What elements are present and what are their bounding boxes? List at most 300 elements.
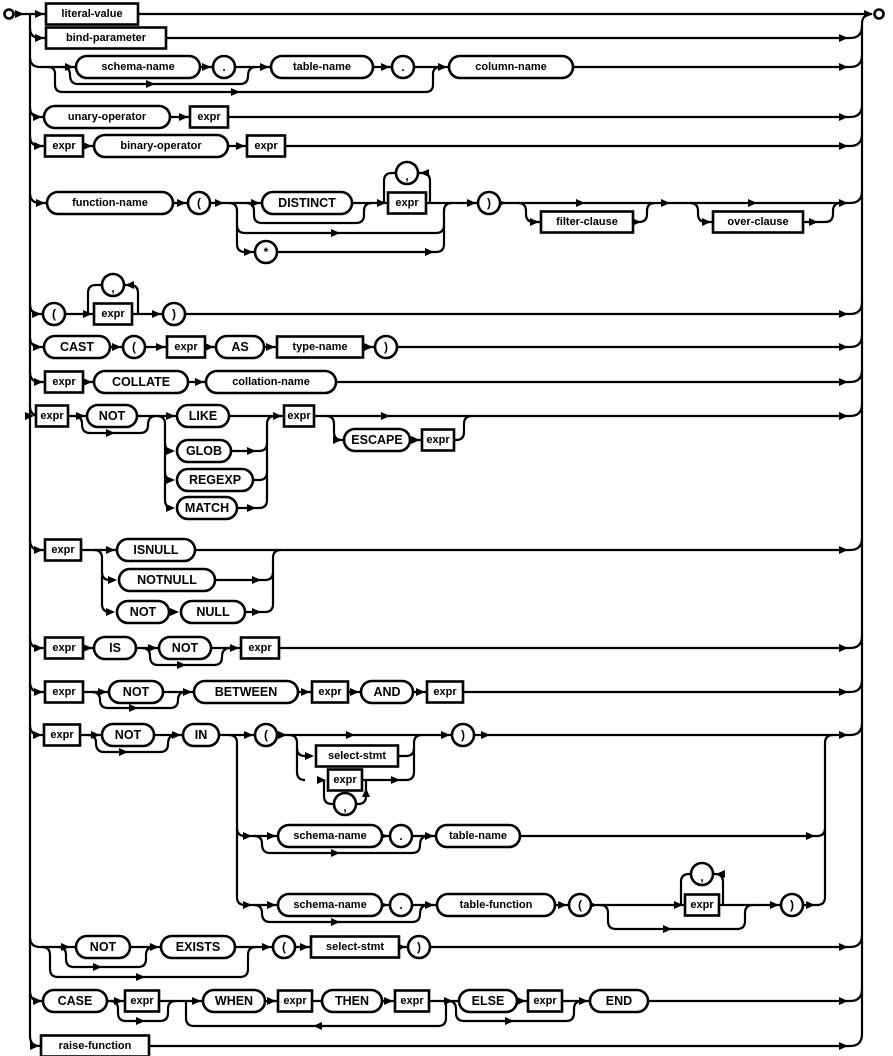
arrowhead-icon [481,731,490,739]
nonterminal-raise-function [41,1036,149,1056]
arrowhead-icon [438,63,447,71]
keyword-regexp-label: REGEXP [188,473,242,487]
arrowhead-icon [34,688,43,696]
rail-line [444,203,452,244]
arrowhead-icon [273,412,282,420]
nonterminal-expr-label: expr [51,544,75,556]
punct-lparen-label: ( [52,307,56,321]
identifier-table-name [436,825,520,847]
punct-lparen-label: ( [578,898,582,912]
keyword-case [43,990,107,1012]
arrowhead-icon [247,447,256,455]
punct-lparen-label: ( [132,340,136,354]
punct-lparen [273,936,295,958]
identifier-table-name-label: table-name [448,830,508,842]
keyword-between-label: BETWEEN [214,685,278,699]
nonterminal-expr-label: expr [101,308,125,320]
arrowhead-icon [839,343,848,351]
arrowhead-icon [558,901,567,909]
nonterminal-expr [167,337,205,358]
keyword-when [203,990,265,1012]
nonterminal-expr [125,991,159,1012]
arrowhead-icon [119,748,128,756]
arrowhead-icon [195,378,204,386]
punct-dot [213,56,235,78]
rail-line [215,572,273,580]
arrowhead-icon [391,776,400,784]
arrowhead-icon [36,199,45,207]
arrowhead-icon [33,343,42,351]
rail-line [862,14,872,1034]
arrowhead-icon [156,343,165,351]
keyword-else-label: ELSE [471,994,505,1008]
arrowhead-icon [809,218,818,226]
arrowhead-icon [243,901,252,909]
nonterminal-expr [44,725,80,746]
end-terminal-icon [875,10,884,19]
punct-comma-label: , [111,281,115,295]
arrowhead-icon [136,1017,145,1025]
identifier-unary-operator [44,106,170,128]
arrowhead-icon [839,546,848,554]
arrowhead-icon [267,901,276,909]
arrowhead-icon [839,688,848,696]
arrowhead-icon [806,901,815,909]
arrowhead-icon [166,412,175,420]
arrowhead-icon [425,901,434,909]
keyword-else [459,990,517,1012]
arrowhead-icon [106,546,115,554]
arrowhead-icon [152,310,161,318]
rail-line [600,905,753,929]
keyword-cast [44,336,110,358]
identifier-schema-name-label: schema-name [293,830,367,842]
start-terminal-icon [5,10,14,19]
arrowhead-icon [34,546,43,554]
identifier-function-name [47,192,173,214]
arrowhead-icon [579,997,588,1005]
rail-line [30,404,862,416]
arrowhead-icon [202,63,211,71]
punct-comma-label: , [343,800,347,814]
arrowhead-icon [83,142,92,150]
arrowhead-icon [106,429,115,437]
identifier-collation-name-label: collation-name [232,376,310,388]
arrowhead-icon [305,752,314,760]
punct-rparen [163,303,185,325]
keyword-distinct [262,192,352,214]
keyword-when-label: WHEN [214,994,254,1008]
rail-line [297,748,305,756]
arrowhead-icon [244,248,253,256]
punct-rparen-label: ) [461,728,465,742]
nonterminal-expr [45,372,83,393]
punct-dot [392,56,414,78]
keyword-then-label: THEN [334,994,370,1008]
nonterminal-expr-label: expr [533,995,557,1007]
nonterminal-raise-function-label: raise-function [58,1040,132,1052]
keyword-case-label: CASE [57,994,93,1008]
arrowhead-icon [177,199,186,207]
punct-dot-label: . [401,60,405,74]
keyword-and [361,681,413,703]
punct-lparen-label: ( [197,196,201,210]
nonterminal-expr [94,304,132,325]
nonterminal-expr [528,991,562,1012]
arrowhead-icon [661,199,670,207]
identifier-binary-operator-label: binary-operator [120,140,202,152]
nonterminal-expr-label: expr [254,140,278,152]
keyword-not [87,405,137,427]
punct-rparen-label: ) [172,307,176,321]
nonterminal-select-stmt [311,937,399,958]
arrowhead-icon [267,997,276,1005]
arrowhead-icon [183,688,192,696]
arrowhead-icon [136,973,145,981]
punct-rparen-label: ) [487,196,491,210]
keyword-collate-label: COLLATE [111,375,171,389]
arrowhead-icon [839,63,848,71]
arrowhead-icon [770,901,779,909]
nonterminal-expr-label: expr [130,995,154,1007]
punct-star-label: * [263,245,269,259]
keyword-escape-label: ESCAPE [351,433,403,447]
keyword-not-label: NOT [122,685,150,699]
punct-lparen [43,303,65,325]
nonterminal-expr-label: expr [400,995,424,1007]
nonterminal-select-stmt-label: select-stmt [327,750,387,762]
keyword-end [590,990,648,1012]
keyword-end-label: END [605,994,633,1008]
arrowhead-icon [333,436,342,444]
arrowhead-icon [839,943,848,951]
keyword-match-label: MATCH [184,501,230,515]
keyword-not [102,724,154,746]
arrowhead-icon [444,997,453,1005]
identifier-column-name [449,56,573,78]
arrowhead-icon [215,199,224,207]
rail-line [253,472,267,480]
punct-dot-label: . [222,60,226,74]
rail-line [362,772,414,780]
keyword-escape [344,429,410,451]
punct-lparen [569,894,591,916]
nonterminal-expr-label: expr [197,111,221,123]
nonterminal-expr [685,895,719,916]
punct-rparen-label: ) [790,898,794,912]
keyword-notnull [119,569,215,591]
arrowhead-icon [267,832,276,840]
arrowhead-icon [364,343,373,351]
rail-line [237,225,444,233]
nonterminal-expr-label: expr [52,140,76,152]
arrowhead-icon [839,199,848,207]
punct-lparen-label: ( [282,940,286,954]
nonterminal-expr-label: expr [52,686,76,698]
nonterminal-filter-clause-label: filter-clause [556,216,618,228]
arrowhead-icon [33,731,42,739]
arrowhead-icon [166,504,175,512]
arrowhead-icon [331,849,340,857]
keyword-exists-label: EXISTS [175,940,221,954]
rail-line [94,550,110,612]
nonterminal-expr [278,991,312,1012]
punct-rparen [478,192,500,214]
punct-rparen-label: ) [384,340,388,354]
keyword-not-label: NOT [114,728,142,742]
keyword-exists [161,936,235,958]
nonterminal-literal-value-label: literal-value [61,8,123,20]
arrowhead-icon [252,576,261,584]
keyword-not [117,601,169,623]
arrowhead-icon [205,343,214,351]
arrowhead-icon [93,963,102,971]
nonterminal-expr-label: expr [174,341,198,353]
nonterminal-expr [190,107,228,128]
rail-line [40,1034,862,1046]
arrowhead-icon [35,34,44,42]
keyword-regexp [177,469,253,491]
arrowhead-icon [236,142,245,150]
arrowhead-icon [129,704,138,712]
nonterminal-expr [247,136,285,157]
punct-dot [390,894,412,916]
keyword-in-label: IN [194,728,208,742]
arrowhead-icon [517,997,526,1005]
nonterminal-expr-label: expr [690,899,714,911]
keyword-not-label: NOT [89,940,117,954]
arrowhead-icon [530,218,539,226]
arrowhead-icon [839,378,848,386]
keyword-then [322,990,382,1012]
arrowhead-icon [15,10,24,18]
punct-dot [390,825,412,847]
keyword-between [194,681,298,703]
arrowhead-icon [83,644,92,652]
arrowhead-icon [467,199,476,207]
keyword-not-label: NOT [171,641,199,655]
punct-rparen [452,724,474,746]
arrowhead-icon [301,688,310,696]
punct-comma-label: , [700,870,704,884]
nonterminal-expr [45,136,83,157]
arrowhead-icon [30,1042,39,1050]
arrowhead-icon [839,412,848,420]
keyword-collate [94,371,188,393]
arrowhead-icon [148,644,157,652]
nonterminal-expr [422,430,454,451]
punct-star [255,241,277,263]
identifier-column-name-label: column-name [475,61,547,73]
nonterminal-expr [312,682,348,703]
nonterminal-expr [241,638,279,659]
arrowhead-icon [177,661,186,669]
nonterminal-expr-label: expr [395,197,419,209]
nonterminal-expr [395,991,429,1012]
arrowhead-icon [331,918,340,926]
nonterminal-type-name [277,337,363,358]
arrowhead-icon [243,832,252,840]
identifier-table-function-label: table-function [459,899,533,911]
keyword-like [177,405,229,427]
arrowhead-icon [505,1017,514,1025]
arrowhead-icon [839,731,848,739]
nonterminal-expr-label: expr [52,376,76,388]
rail-line [817,735,833,905]
arrowhead-icon [150,943,159,951]
arrowhead-icon [98,688,107,696]
arrowhead-icon [172,731,181,739]
arrowhead-icon [247,504,256,512]
rail-line [229,735,245,905]
rail-line [398,748,414,756]
arrowhead-icon [425,248,434,256]
arrowhead-icon [346,731,355,739]
arrowhead-icon [33,997,42,1005]
arrowhead-icon [170,608,179,616]
arrowhead-icon [663,925,672,933]
punct-lparen [123,336,145,358]
arrowhead-icon [839,310,848,318]
punct-comma [334,793,356,815]
arrowhead-icon [839,113,848,121]
arrowhead-icon [839,997,848,1005]
arrowhead-icon [32,310,41,318]
keyword-not [109,681,163,703]
keyword-null-label: NULL [196,605,230,619]
rail-line [30,14,40,1046]
rail-line [30,335,862,347]
nonterminal-over-clause-label: over-clause [727,216,789,228]
punct-comma [691,863,713,885]
punct-dot-label: . [399,898,403,912]
arrowhead-icon [839,1042,848,1050]
keyword-not-label: NOT [98,409,126,423]
keyword-notnull-label: NOTNULL [137,573,197,587]
arrowhead-icon [331,229,340,237]
keyword-not [76,936,130,958]
identifier-unary-operator-label: unary-operator [67,111,147,123]
keyword-like-label: LIKE [188,409,218,423]
arrowhead-icon [839,142,848,150]
nonterminal-expr-label: expr [287,410,311,422]
arrowhead-icon [34,142,43,150]
keyword-distinct-label: DISTINCT [278,196,336,210]
arrowhead-icon [34,644,43,652]
keyword-isnull-label: ISNULL [133,543,179,557]
punct-lparen [188,192,210,214]
rail-line [273,550,281,604]
keyword-as-label: AS [231,340,249,354]
nonterminal-expr [45,682,83,703]
arrowhead-icon [381,63,390,71]
arrowhead-icon [313,1022,322,1030]
punct-lparen-label: ( [264,728,268,742]
identifier-schema-name [278,894,382,916]
arrowhead-icon [748,199,757,207]
identifier-binary-operator [94,135,228,157]
arrowhead-icon [384,997,393,1005]
arrowhead-icon [83,378,92,386]
nonterminal-expr-label: expr [433,686,457,698]
keyword-not-label: NOT [129,605,157,619]
identifier-schema-name-label: schema-name [293,899,367,911]
nonterminal-expr-label: expr [283,995,307,1007]
arrowhead-icon [231,88,240,96]
arrowhead-icon [266,343,275,351]
arrowhead-icon [411,436,420,444]
arrowhead-icon [166,447,175,455]
nonterminal-expr-label: expr [318,686,342,698]
nonterminal-expr [36,406,68,427]
arrowhead-icon [106,608,115,616]
arrowhead-icon [702,218,711,226]
punct-dot-label: . [399,829,403,843]
rail-line [30,636,862,648]
keyword-as [216,336,264,358]
arrowhead-icon [244,731,253,739]
keyword-in [183,724,219,746]
arrowhead-icon [278,731,287,739]
nonterminal-bind-parameter [46,28,166,49]
identifier-schema-name [278,825,382,847]
arrowhead-icon [114,997,123,1005]
arrowhead-icon [166,476,175,484]
arrowhead-icon [839,644,848,652]
nonterminal-expr [388,193,426,214]
nonterminal-expr [284,406,314,427]
keyword-not [159,637,211,659]
nonterminal-bind-parameter-label: bind-parameter [65,32,147,44]
nonterminal-literal-value [46,4,138,25]
nonterminal-expr-label: expr [426,434,450,446]
keyword-match [177,497,237,519]
keyword-is [94,637,136,659]
keyword-cast-label: CAST [59,340,95,354]
nonterminal-select-stmt [316,746,398,767]
rail-line [157,416,173,508]
arrowhead-icon [108,576,117,584]
arrowhead-icon [146,80,155,88]
arrowhead-icon [192,997,201,1005]
punct-comma-label: , [405,169,409,183]
keyword-glob-label: GLOB [185,444,223,458]
arrowhead-icon [33,113,42,121]
arrowhead-icon [252,608,261,616]
identifier-table-name [271,56,373,78]
punct-rparen [375,336,397,358]
arrowhead-icon [441,731,450,739]
identifier-collation-name [206,371,336,393]
nonterminal-filter-clause [541,212,633,233]
nonterminal-expr-label: expr [333,774,357,786]
arrowhead-icon [864,10,873,18]
arrowhead-icon [416,688,425,696]
nonterminal-expr [427,682,463,703]
arrowhead-icon [262,943,271,951]
nonterminal-expr [45,638,83,659]
arrowhead-icon [350,688,359,696]
punct-rparen-label: ) [417,940,421,954]
nonterminal-type-name-label: type-name [292,341,348,353]
keyword-glob [177,440,231,462]
rail-line [245,604,273,612]
arrowhead-icon [35,10,44,18]
keyword-null [181,601,245,623]
nonterminal-over-clause [713,212,803,233]
arrowhead-icon [125,281,134,289]
nonterminal-expr [328,770,362,791]
